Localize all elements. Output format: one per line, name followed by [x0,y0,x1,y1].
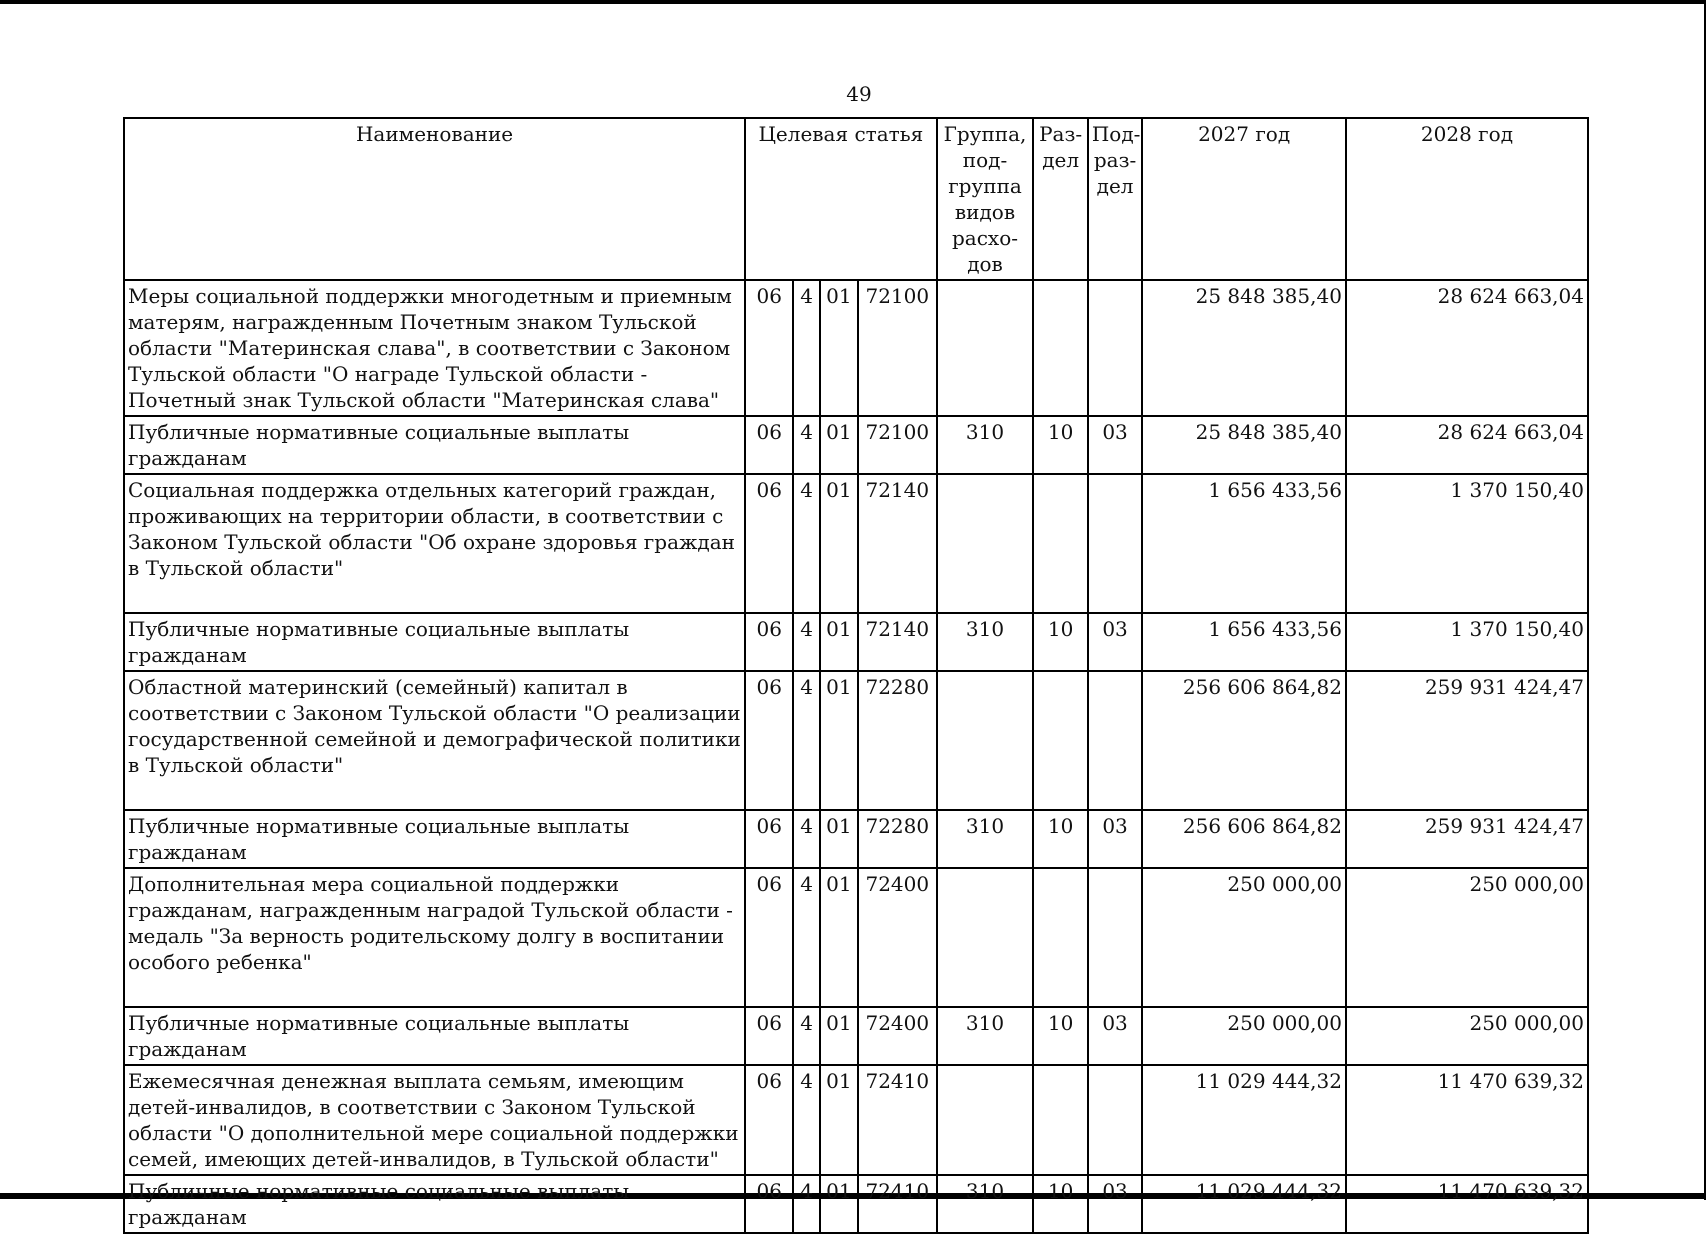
target-program-code: 06 [745,280,793,416]
table-header-row [124,118,1588,280]
target-program-code: 06 [745,1007,793,1065]
section-code [1033,474,1087,613]
target-subprogram-code: 4 [793,280,819,416]
amount-2028: 28 624 663,04 [1346,280,1588,416]
target-subprogram-code: 4 [793,613,819,671]
target-event-code: 01 [820,810,858,868]
subsection-code [1088,1065,1142,1175]
target-subprogram-code: 4 [793,1065,819,1175]
row-name: Меры социальной поддержки многодетным и приемным матерям, награжденным Почетным знаком Тульской области "Материнская слава", в соответствии с Законом Тульской области "О награде Тульской области - Почетный знак Тульской области "Материнская слава" [124,280,745,416]
target-event-code: 01 [820,1175,858,1233]
subsection-code [1088,671,1142,810]
expense-group-code [937,474,1034,613]
target-direction-code: 72280 [858,671,937,810]
expense-group-code: 310 [937,1175,1034,1233]
target-direction-code: 72140 [858,613,937,671]
section-code [1033,868,1087,1007]
subsection-code: 03 [1088,416,1142,474]
row-name: Публичные нормативные социальные выплаты гражданам [124,416,745,474]
target-subprogram-code: 4 [793,474,819,613]
target-direction-code: 72140 [858,474,937,613]
target-direction-code: 72410 [858,1065,937,1175]
target-event-code: 01 [820,613,858,671]
page-top-border [0,0,1706,4]
row-name: Ежемесячная денежная выплата семьям, имеющим детей-инвалидов, в соответствии с Законом Тульской области "О дополнительной мере социальной поддержки семей, имеющих детей-инвалидов, в Тульской области" [124,1065,745,1175]
target-subprogram-code: 4 [793,671,819,810]
row-name: Публичные нормативные социальные выплаты гражданам [124,1007,745,1065]
amount-2028: 11 470 639,32 [1346,1175,1588,1233]
target-event-code: 01 [820,416,858,474]
amount-2027: 11 029 444,32 [1142,1175,1346,1233]
expense-group-code: 310 [937,1007,1034,1065]
target-program-code: 06 [745,671,793,810]
table-row [124,474,1588,613]
row-name: Областной материнский (семейный) капитал в соответствии с Законом Тульской области "О реализации государственной семейной и демографической политики в Тульской области" [124,671,745,810]
target-program-code: 06 [745,1065,793,1175]
amount-2028: 250 000,00 [1346,868,1588,1007]
target-program-code: 06 [745,416,793,474]
amount-2027: 250 000,00 [1142,868,1346,1007]
table-row [124,671,1588,810]
amount-2027: 250 000,00 [1142,1007,1346,1065]
subsection-code [1088,868,1142,1007]
amount-2027: 256 606 864,82 [1142,671,1346,810]
target-subprogram-code: 4 [793,1175,819,1233]
table-row [124,1175,1588,1233]
subsection-code: 03 [1088,1175,1142,1233]
header-subsection: Под- раз- дел [1088,118,1142,280]
target-direction-code: 72100 [858,280,937,416]
row-name: Публичные нормативные социальные выплаты гражданам [124,613,745,671]
page-number: 49 [846,82,872,106]
target-program-code: 06 [745,474,793,613]
section-code: 10 [1033,416,1087,474]
target-event-code: 01 [820,868,858,1007]
target-direction-code: 72410 [858,1175,937,1233]
section-code: 10 [1033,613,1087,671]
section-code [1033,280,1087,416]
header-expense-group: Группа, под- группа видов расхо- дов [937,118,1034,280]
expense-group-code [937,280,1034,416]
amount-2027: 25 848 385,40 [1142,280,1346,416]
budget-table [123,117,1589,1234]
target-program-code: 06 [745,1175,793,1233]
target-subprogram-code: 4 [793,416,819,474]
expense-group-code: 310 [937,416,1034,474]
target-program-code: 06 [745,613,793,671]
amount-2027: 11 029 444,32 [1142,1065,1346,1175]
target-event-code: 01 [820,1007,858,1065]
section-code: 10 [1033,1007,1087,1065]
amount-2027: 25 848 385,40 [1142,416,1346,474]
target-program-code: 06 [745,810,793,868]
table-row [124,280,1588,416]
target-subprogram-code: 4 [793,868,819,1007]
expense-group-code [937,868,1034,1007]
table-row [124,613,1588,671]
subsection-code: 03 [1088,613,1142,671]
table-row [124,1007,1588,1065]
expense-group-code: 310 [937,810,1034,868]
section-code: 10 [1033,810,1087,868]
header-section: Раз- дел [1033,118,1087,280]
target-program-code: 06 [745,868,793,1007]
amount-2028: 1 370 150,40 [1346,613,1588,671]
target-subprogram-code: 4 [793,1007,819,1065]
section-code: 10 [1033,1175,1087,1233]
amount-2028: 259 931 424,47 [1346,810,1588,868]
target-event-code: 01 [820,280,858,416]
expense-group-code [937,1065,1034,1175]
subsection-code [1088,474,1142,613]
table-row [124,810,1588,868]
amount-2027: 256 606 864,82 [1142,810,1346,868]
subsection-code: 03 [1088,1007,1142,1065]
section-code [1033,671,1087,810]
target-direction-code: 72400 [858,868,937,1007]
table-row [124,416,1588,474]
target-event-code: 01 [820,1065,858,1175]
amount-2028: 250 000,00 [1346,1007,1588,1065]
target-event-code: 01 [820,474,858,613]
subsection-code: 03 [1088,810,1142,868]
expense-group-code: 310 [937,613,1034,671]
target-direction-code: 72100 [858,416,937,474]
amount-2028: 11 470 639,32 [1346,1065,1588,1175]
row-name: Дополнительная мера социальной поддержки гражданам, награжденным наградой Тульской области - медаль "За верность родительскому долгу в воспитании особого ребенка" [124,868,745,1007]
target-direction-code: 72280 [858,810,937,868]
target-subprogram-code: 4 [793,810,819,868]
table-row [124,1065,1588,1175]
amount-2028: 1 370 150,40 [1346,474,1588,613]
section-code [1033,1065,1087,1175]
expense-group-code [937,671,1034,810]
subsection-code [1088,280,1142,416]
row-name: Социальная поддержка отдельных категорий граждан, проживающих на территории области, в соответствии с Законом Тульской области "Об охране здоровья граждан в Тульской области" [124,474,745,613]
table-row [124,868,1588,1007]
amount-2028: 259 931 424,47 [1346,671,1588,810]
header-target-article: Целевая статья [745,118,937,280]
amount-2027: 1 656 433,56 [1142,474,1346,613]
amount-2027: 1 656 433,56 [1142,613,1346,671]
header-name: Наименование [124,118,745,280]
header-year-2027: 2027 год [1142,118,1346,280]
target-event-code: 01 [820,671,858,810]
row-name: Публичные нормативные социальные выплаты гражданам [124,810,745,868]
target-direction-code: 72400 [858,1007,937,1065]
amount-2028: 28 624 663,04 [1346,416,1588,474]
header-year-2028: 2028 год [1346,118,1588,280]
table-body [124,280,1588,1233]
row-name: Публичные нормативные социальные выплаты гражданам [124,1175,745,1233]
